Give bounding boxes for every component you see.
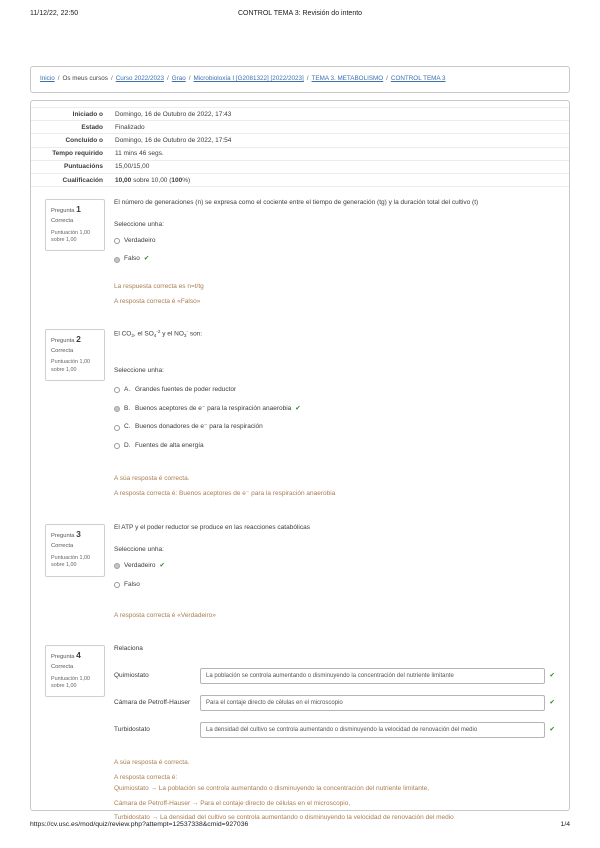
table-row [31, 121, 569, 134]
option-letter: C. [124, 423, 131, 431]
option-letter: D. [124, 442, 131, 450]
feedback-line: A súa resposta é correcta. [114, 474, 190, 482]
question-state-badge: Correcta [51, 543, 74, 550]
question-points: Puntuación 1,00 sobre 1,00 [51, 229, 90, 244]
option-label: Fuentes de alta energía [135, 442, 204, 450]
radio-verdadeiro-selected[interactable] [114, 563, 120, 569]
question-4-body [114, 645, 555, 823]
attempt-summary-table [31, 107, 569, 187]
option-label: Buenos aceptores de e⁻ para la respiración anaerobia [135, 404, 292, 412]
right-answer-line: A resposta correcta é «Verdadeiro» [114, 612, 216, 620]
radio-option-d[interactable] [114, 443, 120, 449]
table-row [31, 134, 569, 147]
breadcrumb [30, 66, 570, 93]
question-4-info-box [45, 645, 105, 697]
match-row-turbidostato [114, 722, 555, 738]
option-verdadeiro [114, 562, 555, 571]
grade-number: 10,00 [115, 176, 132, 184]
match-label: Quimiostato [114, 671, 149, 679]
summary-value: 11 mins 46 segs. [109, 147, 569, 160]
summary-value: Finalizado [109, 121, 569, 134]
option-label: Falso [124, 255, 140, 263]
match-row-petroff-hauser [114, 695, 555, 711]
right-answer-line: Quimiostato → La población se controla aumentando o disminuyendo la concentración del nutriente limitante, [114, 784, 430, 792]
option-falso [114, 581, 555, 590]
answer-prompt: Seleccione unha: [114, 220, 164, 228]
table-row [31, 173, 569, 186]
option-c [114, 423, 555, 432]
option-label: Verdadeiro [124, 236, 156, 244]
quiz-review-panel [30, 100, 570, 822]
summary-value: 15,00/15,00 [109, 160, 569, 173]
print-date: 11/12/22, 22:50 [30, 10, 79, 17]
question-2-body [114, 329, 555, 499]
right-answer-line: Turbidostato → La densidad del cultivo se controla aumentando o disminuyendo la velocidad de renovación del medio [114, 814, 454, 822]
table-row [31, 108, 569, 121]
answer-prompt: Seleccione unha: [114, 366, 164, 374]
question-stem-formula: El $CO_2$, el $SO_4^{-2}$ y el $NO_3^-$ son: [114, 328, 203, 338]
question-stem: Relaciona [114, 645, 143, 653]
table-row [31, 147, 569, 160]
summary-label: Cualificación [31, 173, 109, 186]
radio-option-b-selected[interactable] [114, 406, 120, 412]
grade-text-end: %) [182, 176, 191, 184]
grade-text: sobre 10,00 ( [131, 176, 172, 184]
page-title: CONTROL TEMA 3: Revisión do intento [237, 10, 363, 17]
option-label: Falso [124, 580, 140, 588]
right-answer-line: A resposta correcta é «Falso» [114, 297, 201, 305]
question-state-badge: Correcta [51, 663, 74, 670]
grade-percent: 100 [171, 176, 183, 184]
right-answer-line: A resposta correcta é: Buenos aceptores de e⁻ para la respiración anaerobia [114, 489, 336, 497]
footer-url: https://cv.usc.es/mod/quiz/review.php?attempt=12537338&cmid=927036 [30, 821, 249, 828]
breadcrumb-separator: / [57, 75, 60, 82]
question-points: Puntuación 1,00 sobre 1,00 [51, 554, 90, 569]
question-2 [31, 329, 569, 499]
option-d [114, 442, 555, 451]
correct-check-icon: ✔ [143, 255, 150, 263]
option-label: Grandes fuentes de poder reductor [135, 385, 237, 393]
breadcrumb-separator: / [167, 75, 169, 82]
correct-check-icon: ✔ [295, 404, 301, 412]
correct-check-icon: ✔ [549, 698, 555, 706]
question-2-info-box [45, 329, 105, 381]
breadcrumb-link-curso[interactable]: Curso 2022/2023 [115, 75, 165, 82]
summary-value: Domingo, 16 de Outubro de 2022, 17:43 [109, 108, 569, 121]
option-label: Buenos donadores de e⁻ para la respiración [135, 423, 263, 431]
question-4 [31, 645, 569, 823]
question-1-body [114, 199, 555, 307]
breadcrumb-link-grao[interactable]: Grao [171, 75, 186, 82]
match-label: Cámara de Petroff-Hauser [114, 698, 191, 706]
question-number: Pregunta 3 [51, 529, 81, 540]
summary-value: Domingo, 16 de Outubro de 2022, 17:54 [109, 134, 569, 147]
question-3-body [114, 524, 555, 621]
right-answer-line: Cámara de Petroff-Hauser → Para el contaje directo de células en el microscopio, [114, 799, 351, 807]
question-points: Puntuación 1,00 sobre 1,00 [51, 359, 90, 373]
breadcrumb-link-tema3[interactable]: TEMA 3. METABOLISMO [311, 75, 384, 82]
radio-option-c[interactable] [114, 425, 120, 431]
correct-check-icon: ✔ [159, 561, 165, 569]
option-falso [114, 255, 555, 264]
summary-label: Iniciado o [31, 108, 109, 121]
match-select-petroff-hauser[interactable]: Para el contaje directo de células en el microscopio [200, 695, 545, 711]
right-answer-heading: A resposta correcta é: [114, 773, 178, 781]
feedback-line: La respuesta correcta es n=t/tg [114, 283, 204, 291]
breadcrumb-link-control-tema3[interactable]: CONTROL TEMA 3 [390, 75, 446, 82]
correct-check-icon: ✔ [549, 671, 555, 679]
breadcrumb-separator: / [306, 75, 309, 82]
breadcrumb-separator: / [188, 75, 191, 82]
question-1-info-box [45, 199, 105, 251]
question-number: Pregunta 4 [51, 650, 81, 661]
feedback-line: A súa resposta é correcta. [114, 759, 190, 767]
option-letter: B. [124, 404, 131, 412]
option-verdadeiro [114, 237, 555, 246]
radio-option-a[interactable] [114, 387, 120, 393]
question-stem: El número de generaciones (n) se expresa como el cociente entre el tiempo de generación (tg) y la duración total del cultivo (t) [114, 199, 479, 207]
table-row [31, 160, 569, 173]
breadcrumb-separator: / [110, 75, 113, 82]
answer-prompt: Seleccione unha: [114, 546, 164, 554]
question-1 [31, 199, 569, 307]
breadcrumb-link-microbioloxia[interactable]: Microbioloxía I [G2081322] [2022/2023] [193, 75, 304, 82]
option-label: Verdadeiro [124, 561, 156, 569]
grade-value [109, 173, 569, 186]
summary-label: Estado [31, 121, 109, 134]
question-number: Pregunta 1 [51, 204, 81, 215]
match-label: Turbidostato [114, 725, 150, 733]
correct-check-icon: ✔ [549, 725, 555, 733]
match-select-turbidostato[interactable]: La densidad del cultivo se controla aumentando o disminuyendo la velocidad de renovación del medio [200, 722, 545, 738]
question-state-badge: Correcta [51, 347, 74, 354]
option-b [114, 405, 555, 414]
match-select-quimiostato[interactable]: La población se controla aumentando o disminuyendo la concentración del nutriente limitante [200, 668, 545, 684]
summary-label: Tempo requirido [31, 147, 109, 160]
summary-label: Puntuacións [31, 160, 109, 173]
radio-falso-selected[interactable] [114, 257, 120, 263]
question-stem: El ATP y el poder reductor se produce en las reacciones catabólicas [114, 524, 310, 532]
summary-label: Concluído o [31, 134, 109, 147]
question-3-info-box [45, 524, 105, 576]
question-state-badge: Correcta [51, 217, 74, 224]
match-row-quimiostato [114, 668, 555, 684]
radio-falso[interactable] [114, 582, 120, 588]
breadcrumb-separator: / [386, 75, 388, 82]
option-a [114, 386, 555, 395]
radio-verdadeiro[interactable] [114, 238, 120, 244]
print-header [0, 10, 600, 17]
question-points: Puntuación 1,00 sobre 1,00 [51, 675, 90, 690]
breadcrumb-item-os-meus-cursos: Os meus cursos [62, 75, 108, 82]
question-3 [31, 524, 569, 621]
question-number: Pregunta 2 [51, 333, 81, 344]
footer-page-number: 1/4 [560, 821, 570, 828]
option-letter: A. [124, 385, 131, 393]
breadcrumb-link-inicio[interactable]: Inicio [40, 75, 55, 82]
